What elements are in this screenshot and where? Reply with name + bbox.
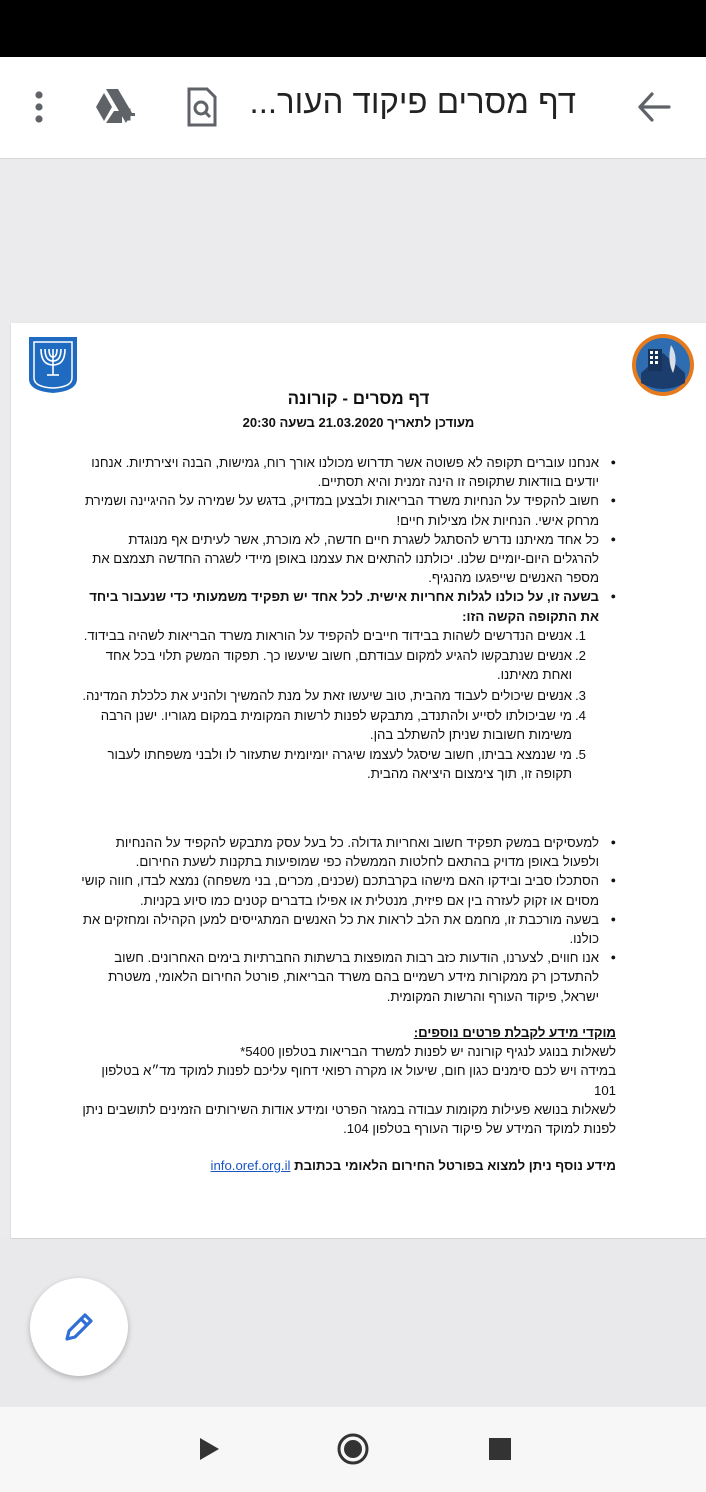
- item-text: אנשים שיכולים לעבוד מהבית, טוב שיעשו זאת על מנת להמשיך ולהניע את כלכלת המדינה.: [82, 687, 572, 703]
- list-item: ● אנחנו עוברים תקופה לא פשוטה אשר תדרוש מכולנו אורך רוח, גמישות, הבנה ויצירתיות. אנחנו יודעים בוודאות שתקופה זו הינה זמנית והיא תסתיים.: [81, 453, 616, 491]
- numbered-list: [81, 626, 616, 784]
- info-section: [81, 1023, 616, 1138]
- app-bar: [0, 57, 706, 159]
- edit-pencil-icon[interactable]: [30, 1278, 128, 1376]
- list-item: ● אנו חווים, לצערנו, הודעות כזב רבות המופצות ברשתות החברתיות בימים האחרונים. חשוב להתעדכן רק ממקורות מידע רשמיים בהם משרד הבריאות, פורטל החירום הלאומי, משטרת ישראל, פיקוד העורף והרשות המקומית.: [81, 948, 616, 1006]
- arrow-back-icon[interactable]: [630, 83, 678, 131]
- system-nav-bar: [0, 1407, 706, 1492]
- document-update-date: מעודכן לתאריך 21.03.2020 בשעה 20:30: [242, 415, 475, 430]
- portal-text: מידע נוסף ניתן למצוא בפורטל החירום הלאומי בכתובת: [294, 1158, 616, 1173]
- status-bar: [0, 0, 706, 57]
- item-number: 3.: [574, 687, 586, 703]
- item-number: 1.: [574, 628, 586, 643]
- state-emblem-icon: [27, 335, 79, 395]
- search-document-icon[interactable]: [178, 83, 226, 131]
- home-circle-icon[interactable]: [331, 1427, 375, 1471]
- item-text: אנשים הנדרשים לשהות בבידוד חייבים להקפיד על הוראות משרד הבריאות לשהיה בבידוד.: [83, 628, 572, 643]
- item-text: מי שנמצא בביתו, חשוב שיסגל לעצמו שיגרה יומיומית שתעזור לו ולבני משפחתו לעבור תקופה זו, תוך צימצום היציאה מהבית.: [107, 747, 572, 782]
- recents-square-icon[interactable]: [478, 1427, 522, 1471]
- item-text: מי שביכולתו לסייע ולהתנדב, מתבקש לפנות לרשות המקומית במקום מגוריו. ישנן הרבה משימות חשובות שניתן להשתלב בהן.: [100, 707, 572, 743]
- list-item: ● כל אחד מאיתנו נדרש להסתגל לשגרת חיים חדשה, לא מוכרת, אשר לעיתים אף מנוגדת להרגלים היום-יומיים שלנו. יכולתנו להתאים את עצמנו באופן מיידי לשגרה החדשה תצמצם את מספר האנשים שייפגעו מהנגיף.: [81, 530, 616, 588]
- numbered-item: [81, 686, 616, 705]
- list-item: ● הסתכלו סביב ובידקו האם מישהו בקרבתכם (שכנים, מכרים, בני משפחה) נמצא לבדו, חווה קושי מסוים או זקוק לעזרה בין אם פיזית, מנטלית או אפילו בדברים קטנים כמו סיוע בקניות.: [81, 871, 616, 909]
- list-item: ● חשוב להקפיד על הנחיות משרד הבריאות ולבצען במדויק, בדגש על שמירה על ההיגיינה ושמירת מרחק אישי. הנחיות אלו מצילות חיים!: [81, 491, 616, 529]
- document-title: דף מסרים פיקוד העור...: [249, 83, 576, 120]
- home-front-command-logo-icon: [631, 333, 695, 397]
- info-line: במידה ויש לכם סימנים כגון חום, שיעול או מקרה רפואי דחוף עליכם לפנות למוקד מד״א בטלפון 101: [101, 1063, 616, 1098]
- portal-line: [81, 1156, 616, 1175]
- item-number: 2.: [574, 648, 586, 664]
- numbered-item: [81, 646, 616, 684]
- portal-link[interactable]: info.oref.org.il: [210, 1158, 291, 1173]
- document-heading: דף מסרים - קורונה: [287, 389, 430, 408]
- item-number: 4.: [574, 707, 586, 723]
- info-line: לשאלות בנושא פעילות מקומות עבודה במגזר הפרטי ומידע אודות השירותים הזמינים לתושבים ניתן לפנות למוקד המידע של פיקוד העורף בטלפון 104.: [82, 1101, 616, 1137]
- item-number: 5.: [574, 747, 586, 763]
- more-vertical-icon[interactable]: [15, 83, 63, 131]
- list-item: ● בשעה מורכבת זו, מחמם את הלב לראות את כל האנשים המתגייסים למען הקהילה ומחזקים את כולנו.: [81, 910, 616, 948]
- back-triangle-icon[interactable]: [187, 1427, 231, 1471]
- numbered-item: [81, 745, 616, 783]
- add-to-drive-icon[interactable]: [90, 83, 138, 131]
- item-text: אנשים שנתבקשו להגיע למקום עבודתם, חשוב שיעשו כך. תפקוד המשק תלוי בכל אחד ואחת מאיתנו.: [105, 648, 572, 683]
- info-heading: מוקדי מידע לקבלת פרטים נוספים:: [413, 1025, 616, 1040]
- numbered-item: [81, 626, 616, 645]
- bullets-bottom: [81, 833, 616, 1006]
- numbered-item: [81, 706, 616, 744]
- bullets-top: [81, 453, 616, 626]
- document-page[interactable]: [11, 323, 706, 1238]
- list-item: ● למעסיקים במשק תפקיד חשוב ואחריות גדולה. כל בעל עסק מתבקש להקפיד על ההנחיות ולפעול באופן מדויק בהתאם לחלטות הממשלה כפי שמופיעות בתקנות לשעת החירום.: [81, 833, 616, 871]
- info-line: לשאלות בנוגע לנגיף קורונה יש לפנות למשרד הבריאות בטלפון 5400*: [240, 1044, 616, 1060]
- list-item-bold: ● בשעה זו, על כולנו לגלות אחריות אישית. לכל אחד יש תפקיד משמעותי כדי שנעבור ביחד את התקופה הקשה הזו:: [81, 587, 616, 625]
